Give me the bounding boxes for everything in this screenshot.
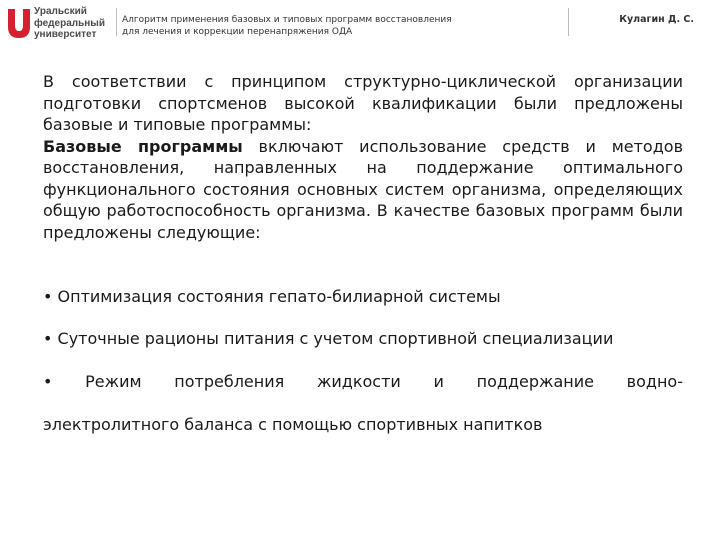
bullet-item-2: [43, 328, 683, 350]
bullet-3-word: водно-: [626, 372, 683, 391]
intro-text: В соответствии с принципом структурно-циклической организации подготовки спортсменов высокой квалификации были предложены базовые и типовые программы:: [43, 72, 683, 134]
bullet-3-word: жидкости: [316, 372, 401, 391]
bullet-marker: •: [43, 329, 53, 348]
main-paragraph: [43, 71, 683, 243]
university-logo-text: [34, 6, 114, 41]
bullet-3-word: поддержание: [476, 372, 594, 391]
bullet-item-3: [43, 371, 683, 434]
bullet-3-word: Режим: [85, 372, 142, 391]
header-divider-right: [568, 8, 569, 36]
bullet-3-word: потребления: [174, 372, 285, 391]
title-line-1: Алгоритм применения базовых и типовых программ восстановления: [122, 15, 452, 25]
logo-line-2: федеральный: [34, 17, 105, 29]
university-logo: [6, 6, 114, 42]
bullet-marker: •: [43, 287, 53, 306]
logo-line-3: университет: [34, 29, 97, 40]
author-name: Кулагин Д. С.: [619, 14, 694, 25]
bullet-3-word: и: [433, 372, 444, 391]
bullet-text-2: Суточные рационы питания с учетом спортивной специализации: [57, 329, 614, 348]
bullet-3-line-1: [43, 371, 683, 393]
title-line-2: для лечения и коррекции перенапряжения ОДА: [122, 27, 353, 37]
bullet-marker: •: [43, 372, 53, 391]
presentation-title: [122, 14, 562, 38]
description-text: включают использование средств и методов восстановления, направленных на поддержание оптимального функционального состояния основных систем организма, определяющих общую работоспособность организма. В качестве базовых программ были предложены следующие:: [43, 136, 684, 242]
bullet-item-1: [43, 286, 683, 308]
university-logo-icon: [6, 6, 32, 40]
bullet-3-line-2: электролитного баланса с помощью спортивных напитков: [43, 415, 543, 434]
bold-term: Базовые программы: [43, 136, 243, 156]
slide-header: [0, 0, 720, 46]
bullet-text-1: Оптимизация состояния гепато-билиарной системы: [57, 287, 501, 306]
header-divider-left: [116, 8, 117, 36]
logo-line-1: Уральский: [34, 6, 87, 17]
